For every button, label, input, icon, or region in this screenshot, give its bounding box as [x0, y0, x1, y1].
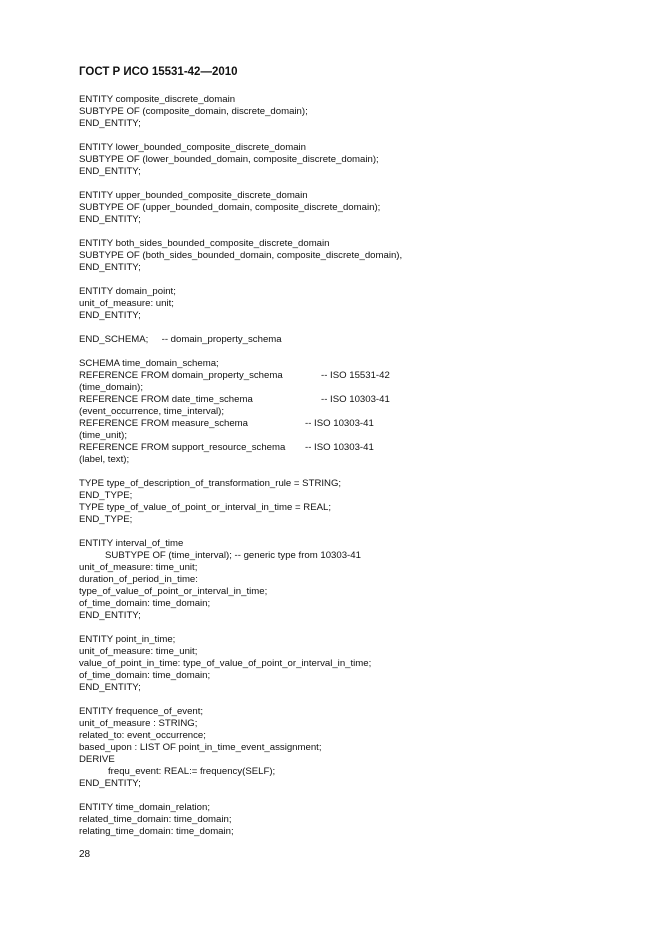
code-line: END_ENTITY;: [79, 310, 141, 321]
code-line: [79, 226, 402, 238]
code-line: REFERENCE FROM measure_schema -- ISO 10303-41: [79, 418, 374, 429]
code-line: related_to: event_occurrence;: [79, 730, 206, 741]
code-line: REFERENCE FROM domain_property_schema -- ISO 15531-42: [79, 370, 390, 381]
code-line: of_time_domain: time_domain;: [79, 670, 211, 681]
code-line: END_ENTITY;: [79, 166, 141, 177]
code-line: ENTITY domain_point;: [79, 286, 176, 297]
code-line: TYPE type_of_value_of_point_or_interval_in_time = REAL;: [79, 502, 331, 513]
code-line: of_time_domain: time_domain;: [79, 598, 211, 609]
code-line: [79, 346, 402, 358]
code-line: [79, 322, 402, 334]
code-line: SUBTYPE OF (upper_bounded_domain, composite_discrete_domain);: [79, 202, 381, 213]
code-line: duration_of_period_in_time:: [79, 574, 198, 585]
code-line: ENTITY lower_bounded_composite_discrete_domain: [79, 142, 307, 153]
code-line: REFERENCE FROM date_time_schema -- ISO 10303-41: [79, 394, 390, 405]
code-line: relating_time_domain: time_domain;: [79, 826, 234, 837]
code-line: value_of_point_in_time: type_of_value_of_point_or_interval_in_time;: [79, 658, 372, 669]
code-line: END_TYPE;: [79, 514, 133, 525]
code-line: unit_of_measure: time_unit;: [79, 562, 198, 573]
code-line: SUBTYPE OF (both_sides_bounded_domain, composite_discrete_domain),: [79, 250, 403, 261]
code-line: [79, 466, 402, 478]
code-comment: -- ISO 15531-42: [321, 370, 390, 381]
code-line: END_ENTITY;: [79, 682, 141, 693]
code-comment: -- ISO 10303-41: [305, 442, 374, 453]
code-line: SUBTYPE OF (time_interval); -- generic type from 10303-41: [105, 550, 361, 561]
code-line: END_ENTITY;: [79, 214, 141, 225]
code-line: (time_domain);: [79, 382, 143, 393]
code-line: related_time_domain: time_domain;: [79, 814, 232, 825]
code-line: ENTITY upper_bounded_composite_discrete_domain: [79, 190, 308, 201]
code-line: SCHEMA time_domain_schema;: [79, 358, 219, 369]
page-number: 28: [79, 849, 91, 860]
code-line: (label, text);: [79, 454, 130, 465]
code-line: [79, 178, 402, 190]
code-line: END_ENTITY;: [79, 118, 141, 129]
code-line: ENTITY both_sides_bounded_composite_discrete_domain: [79, 238, 330, 249]
code-line: ENTITY frequence_of_event;: [79, 706, 204, 717]
code-line: unit_of_measure: unit;: [79, 298, 174, 309]
code-line: [79, 622, 402, 634]
code-line: END_ENTITY;: [79, 610, 141, 621]
code-line: [79, 790, 402, 802]
code-line: unit_of_measure: time_unit;: [79, 646, 198, 657]
code-line: END_ENTITY;: [79, 262, 141, 273]
code-line: (time_unit);: [79, 430, 127, 441]
code-line: REFERENCE FROM support_resource_schema -- ISO 10303-41: [79, 442, 374, 453]
code-line: ENTITY interval_of_time: [79, 538, 184, 549]
document-header: ГОСТ Р ИСО 15531-42—2010: [79, 66, 238, 78]
code-comment: -- ISO 10303-41: [321, 394, 390, 405]
code-line: [79, 274, 402, 286]
code-line: frequ_event: REAL:= frequency(SELF);: [108, 766, 276, 777]
code-line: [79, 130, 402, 142]
code-comment: -- ISO 10303-41: [305, 418, 374, 429]
code-line: ENTITY time_domain_relation;: [79, 802, 210, 813]
code-line: END_SCHEMA; -- domain_property_schema: [79, 334, 282, 345]
code-line: END_TYPE;: [79, 490, 133, 501]
express-code-listing: [79, 94, 402, 838]
code-line: SUBTYPE OF (composite_domain, discrete_domain);: [79, 106, 308, 117]
code-line: ENTITY point_in_time;: [79, 634, 176, 645]
code-line: unit_of_measure : STRING;: [79, 718, 198, 729]
code-line: based_upon : LIST OF point_in_time_event_assignment;: [79, 742, 322, 753]
code-line: END_ENTITY;: [79, 778, 141, 789]
code-line: DERIVE: [79, 754, 115, 765]
code-line: (event_occurrence, time_interval);: [79, 406, 225, 417]
code-line: SUBTYPE OF (lower_bounded_domain, composite_discrete_domain);: [79, 154, 379, 165]
code-line: type_of_value_of_point_or_interval_in_time;: [79, 586, 268, 597]
code-line: [79, 694, 402, 706]
code-line: TYPE type_of_description_of_transformation_rule = STRING;: [79, 478, 342, 489]
code-line: [79, 526, 402, 538]
code-line: ENTITY composite_discrete_domain: [79, 94, 236, 105]
